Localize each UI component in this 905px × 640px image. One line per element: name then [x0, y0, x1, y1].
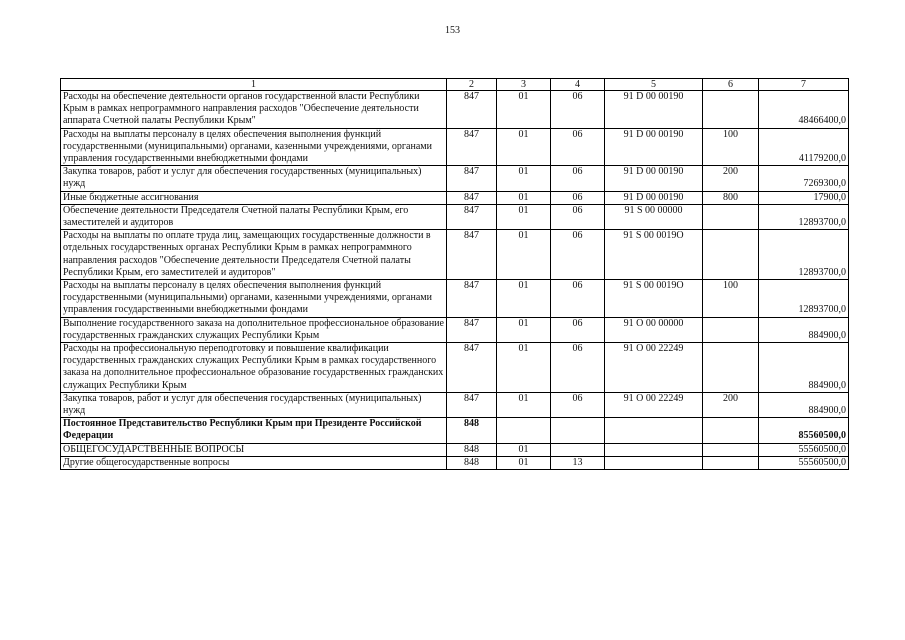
target-article-cell [605, 418, 703, 443]
amount-cell: 884900,0 [759, 392, 849, 417]
target-article-cell: 91 D 00 00190 [605, 191, 703, 204]
item-name-cell: ОБЩЕГОСУДАРСТВЕННЫЕ ВОПРОСЫ [61, 443, 447, 456]
section-code-cell: 01 [497, 343, 551, 393]
subsection-code-cell: 06 [551, 128, 605, 166]
target-article-cell: 91 D 00 00190 [605, 91, 703, 129]
item-name-cell: Закупка товаров, работ и услуг для обеспечения государственных (муниципальных) нужд [61, 166, 447, 191]
ministry-code-cell: 847 [447, 191, 497, 204]
table-row [61, 91, 849, 129]
expense-type-cell [703, 204, 759, 229]
section-code-cell: 01 [497, 128, 551, 166]
item-name-cell: Расходы на выплаты по оплате труда лиц, замещающих государственные должности в отдельных государственных органах Республики Крым в рамках непрограммного направления расходов "Обеспечение деятельности Председателя Счетной палаты Республики Крым, его заместителей и аудиторов" [61, 230, 447, 280]
amount-cell: 48466400,0 [759, 91, 849, 129]
amount-cell: 85560500,0 [759, 418, 849, 443]
ministry-code-cell: 847 [447, 343, 497, 393]
target-article-cell: 91 О 00 22249 [605, 392, 703, 417]
amount-cell: 12893700,0 [759, 204, 849, 229]
expense-type-cell [703, 317, 759, 342]
subsection-code-cell: 06 [551, 191, 605, 204]
section-code-cell: 01 [497, 317, 551, 342]
subsection-code-cell [551, 443, 605, 456]
ministry-code-cell: 847 [447, 128, 497, 166]
target-article-cell: 91 О 00 00000 [605, 317, 703, 342]
section-code-cell: 01 [497, 204, 551, 229]
expense-type-cell: 100 [703, 280, 759, 318]
ministry-code-cell: 848 [447, 418, 497, 443]
section-code-cell: 01 [497, 166, 551, 191]
expense-type-cell: 800 [703, 191, 759, 204]
subsection-code-cell: 06 [551, 204, 605, 229]
header-cell: 4 [551, 79, 605, 91]
header-row [61, 79, 849, 91]
item-name-cell: Иные бюджетные ассигнования [61, 191, 447, 204]
target-article-cell: 91 S 00 0019О [605, 280, 703, 318]
expense-type-cell [703, 343, 759, 393]
section-code-cell: 01 [497, 456, 551, 469]
header-cell: 1 [61, 79, 447, 91]
table-row [61, 456, 849, 469]
subsection-code-cell: 06 [551, 230, 605, 280]
section-code-cell: 01 [497, 91, 551, 129]
section-code-cell: 01 [497, 443, 551, 456]
table-row [61, 443, 849, 456]
ministry-code-cell: 847 [447, 280, 497, 318]
subsection-code-cell: 06 [551, 166, 605, 191]
table-row [61, 128, 849, 166]
ministry-code-cell: 847 [447, 392, 497, 417]
section-code-cell: 01 [497, 191, 551, 204]
expense-type-cell [703, 230, 759, 280]
amount-cell: 884900,0 [759, 317, 849, 342]
section-code-cell [497, 418, 551, 443]
subsection-code-cell: 06 [551, 91, 605, 129]
subsection-code-cell: 13 [551, 456, 605, 469]
ministry-code-cell: 847 [447, 317, 497, 342]
amount-cell: 55560500,0 [759, 443, 849, 456]
target-article-cell: 91 S 00 0019О [605, 230, 703, 280]
expense-type-cell: 200 [703, 166, 759, 191]
item-name-cell: Расходы на профессиональную переподготовку и повышение квалификации государственных гражданских служащих Республики Крым в рамках государственного заказа на дополнительное профессиональное образование государственных гражданских служащих Республики Крым [61, 343, 447, 393]
section-code-cell: 01 [497, 230, 551, 280]
expense-type-cell [703, 456, 759, 469]
amount-cell: 884900,0 [759, 343, 849, 393]
page-number: 153 [445, 25, 460, 36]
subsection-code-cell [551, 418, 605, 443]
target-article-cell [605, 456, 703, 469]
target-article-cell: 91 S 00 00000 [605, 204, 703, 229]
section-code-cell: 01 [497, 280, 551, 318]
header-cell: 6 [703, 79, 759, 91]
item-name-cell: Другие общегосударственные вопросы [61, 456, 447, 469]
amount-cell: 12893700,0 [759, 280, 849, 318]
target-article-cell: 91 D 00 00190 [605, 128, 703, 166]
item-name-cell: Расходы на выплаты персоналу в целях обеспечения выполнения функций государственными (муниципальными) органами, казенными учреждениями, органами управления государственными внебюджетными фондами [61, 280, 447, 318]
header-cell: 7 [759, 79, 849, 91]
ministry-code-cell: 847 [447, 166, 497, 191]
amount-cell: 17900,0 [759, 191, 849, 204]
expense-type-cell: 100 [703, 128, 759, 166]
target-article-cell: 91 D 00 00190 [605, 166, 703, 191]
subsection-code-cell: 06 [551, 343, 605, 393]
budget-table [60, 78, 849, 470]
item-name-cell: Расходы на обеспечение деятельности органов государственной власти Республики Крым в рамках непрограммного направления расходов "Обеспечение деятельности аппарата Счетной палаты Республики Крым" [61, 91, 447, 129]
item-name-cell: Расходы на выплаты персоналу в целях обеспечения выполнения функций государственными (муниципальными) органами, казенными учреждениями, органами управления государственными внебюджетными фондами [61, 128, 447, 166]
ministry-code-cell: 847 [447, 91, 497, 129]
ministry-code-cell: 848 [447, 443, 497, 456]
table-row [61, 392, 849, 417]
item-name-cell: Обеспечение деятельности Председателя Счетной палаты Республики Крым, его заместителей и аудиторов [61, 204, 447, 229]
subsection-code-cell: 06 [551, 317, 605, 342]
ministry-code-cell: 847 [447, 204, 497, 229]
table-row [61, 191, 849, 204]
target-article-cell: 91 О 00 22249 [605, 343, 703, 393]
expense-type-cell [703, 91, 759, 129]
expense-type-cell: 200 [703, 392, 759, 417]
table-row [61, 166, 849, 191]
table-row [61, 204, 849, 229]
amount-cell: 7269300,0 [759, 166, 849, 191]
header-cell: 3 [497, 79, 551, 91]
table-row [61, 418, 849, 443]
section-code-cell: 01 [497, 392, 551, 417]
table-row [61, 280, 849, 318]
target-article-cell [605, 443, 703, 456]
expense-type-cell [703, 443, 759, 456]
item-name-cell: Выполнение государственного заказа на дополнительное профессиональное образование государственных гражданских служащих Республики Крым [61, 317, 447, 342]
amount-cell: 55560500,0 [759, 456, 849, 469]
item-name-cell: Закупка товаров, работ и услуг для обеспечения государственных (муниципальных) нужд [61, 392, 447, 417]
budget-table-body [61, 79, 849, 470]
table-row [61, 317, 849, 342]
table-row [61, 343, 849, 393]
amount-cell: 12893700,0 [759, 230, 849, 280]
header-cell: 2 [447, 79, 497, 91]
expense-type-cell [703, 418, 759, 443]
subsection-code-cell: 06 [551, 392, 605, 417]
table-row [61, 230, 849, 280]
ministry-code-cell: 848 [447, 456, 497, 469]
amount-cell: 41179200,0 [759, 128, 849, 166]
ministry-code-cell: 847 [447, 230, 497, 280]
item-name-cell: Постоянное Представительство Республики Крым при Президенте Российской Федерации [61, 418, 447, 443]
subsection-code-cell: 06 [551, 280, 605, 318]
header-cell: 5 [605, 79, 703, 91]
